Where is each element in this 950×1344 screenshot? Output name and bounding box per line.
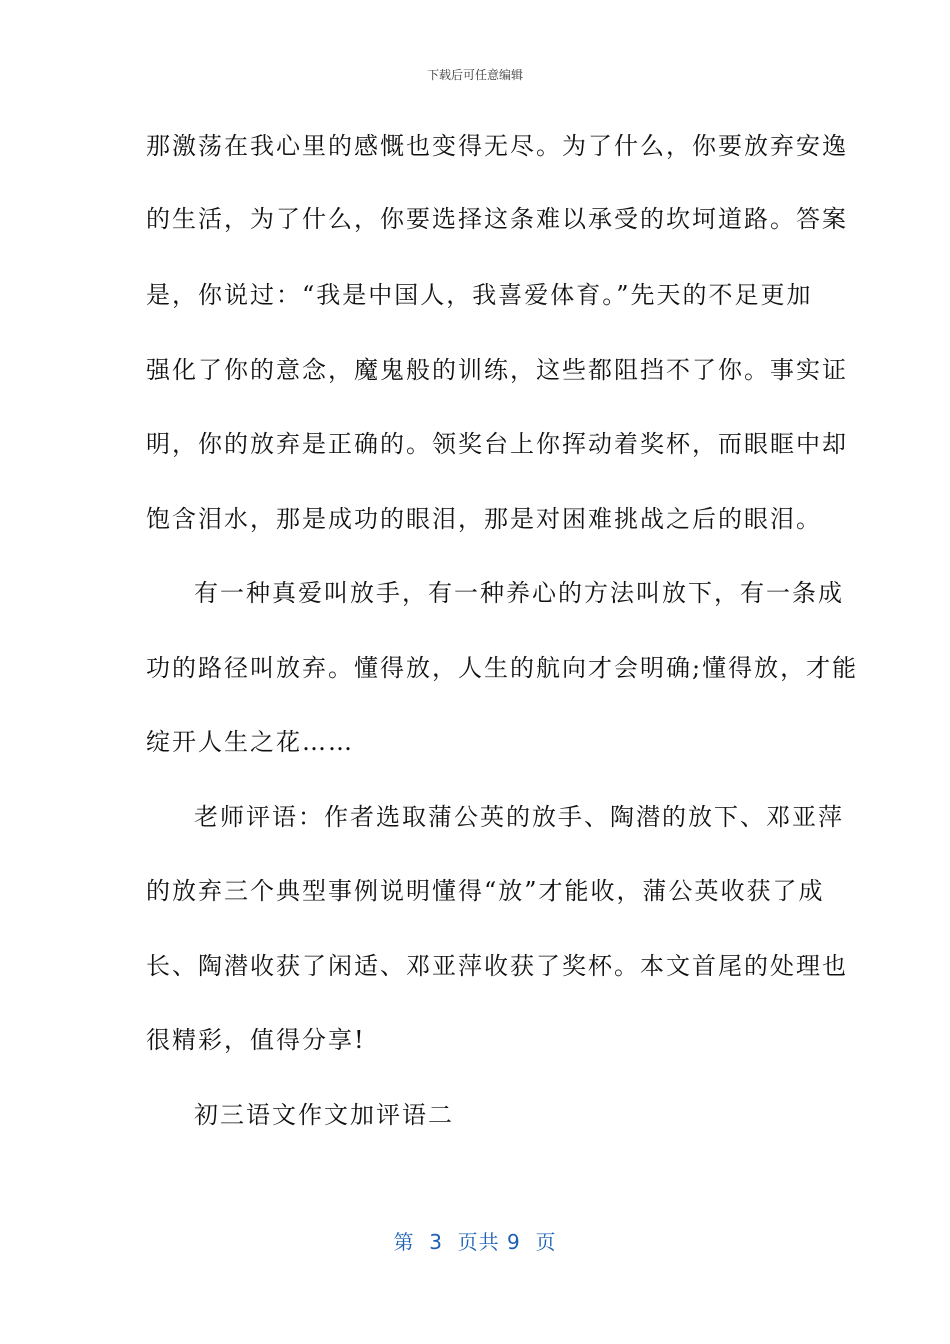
teacher-comment-line: 老师评语：作者选取蒲公英的放手、陶潜的放下、邓亚萍: [194, 803, 844, 831]
body-line: 明，你的放弃是正确的。领奖台上你挥动着奖杯，而眼眶中却: [146, 430, 848, 458]
section-title: 初三语文作文加评语二: [194, 1101, 454, 1129]
body-line: 强化了你的意念，魔鬼般的训练，这些都阻挡不了你。事实证: [146, 356, 848, 384]
page-number-footer: [0, 1226, 950, 1255]
teacher-comment-line: 长、陶潜收获了闲适、邓亚萍收获了奖杯。本文首尾的处理也: [146, 952, 848, 980]
body-line: 绽开人生之花……: [146, 728, 354, 756]
body-line: 饱含泪水，那是成功的眼泪，那是对困难挑战之后的眼泪。: [146, 505, 822, 533]
teacher-comment-line: 很精彩，值得分享!: [146, 1026, 366, 1054]
page-header: 下载后可任意编辑: [426, 68, 523, 82]
body-line: 是，你说过：“我是中国人，我喜爱体育。”先天的不足更加: [146, 281, 813, 309]
teacher-comment-line: 的放弃三个典型事例说明懂得“放”才能收，蒲公英收获了成: [146, 877, 825, 905]
page-number-text: 第 3 页共 9 页: [393, 1230, 557, 1254]
body-line: 功的路径叫放弃。懂得放，人生的航向才会明确;懂得放，才能: [146, 654, 859, 682]
body-line: 有一种真爱叫放手，有一种养心的方法叫放下，有一条成: [194, 579, 844, 607]
body-line: 那激荡在我心里的感慨也变得无尽。为了什么，你要放弃安逸: [146, 132, 848, 160]
body-line: 的生活，为了什么，你要选择这条难以承受的坎坷道路。答案: [146, 205, 848, 233]
